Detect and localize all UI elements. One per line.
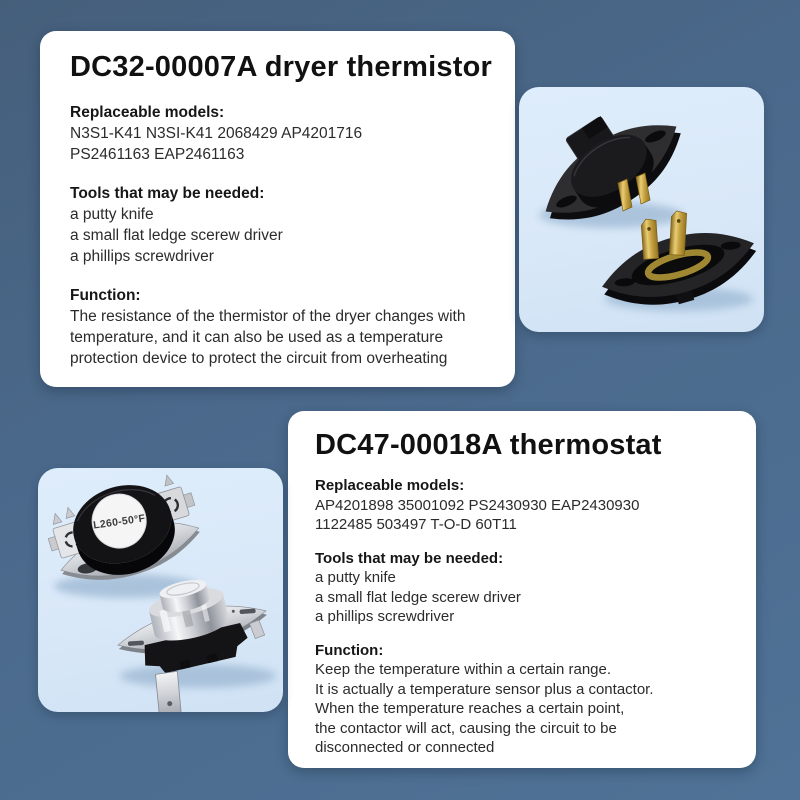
thermostat-product-photo bbox=[38, 468, 283, 712]
thermostat-function-section bbox=[315, 641, 744, 758]
thermostat-card-title: DC47-00018A thermostat bbox=[315, 429, 662, 461]
section-heading: Function: bbox=[315, 641, 384, 659]
thermistor-card-title: DC32-00007A dryer thermistor bbox=[70, 51, 492, 83]
section-heading: Tools that may be needed: bbox=[315, 549, 504, 567]
section-line: a putty knife bbox=[315, 569, 396, 586]
section-heading: Tools that may be needed: bbox=[70, 185, 265, 202]
thermostat-models-section bbox=[315, 476, 744, 535]
section-line: When the temperature reaches a certain point, bbox=[315, 700, 625, 717]
section-line: 1122485 503497 T-O-D 60T11 bbox=[315, 516, 517, 533]
part-shadow bbox=[120, 664, 276, 688]
section-line: The resistance of the thermistor of the dryer changes with bbox=[70, 308, 466, 325]
section-line: a small flat ledge scerew driver bbox=[315, 588, 521, 606]
thermostat-front-view-illustration bbox=[39, 468, 209, 596]
thermistor-models-section bbox=[70, 102, 501, 165]
thermistor-info-card bbox=[40, 31, 515, 387]
section-line: a phillips screwdriver bbox=[70, 248, 214, 265]
thermistor-photo-panel bbox=[519, 87, 764, 332]
thermistor-product-photo bbox=[519, 87, 764, 332]
section-line: AP4201898 35001092 PS2430930 EAP2430930 bbox=[315, 496, 640, 514]
section-line: a small flat ledge scerew driver bbox=[70, 227, 283, 244]
section-line: PS2461163 EAP2461163 bbox=[70, 146, 245, 163]
thermostat-tools-section bbox=[315, 549, 744, 627]
section-line: protection device to protect the circuit from overheating bbox=[70, 350, 448, 367]
section-line: the contactor will act, causing the circuit to be bbox=[315, 719, 617, 737]
section-line: a phillips screwdriver bbox=[315, 608, 455, 625]
thermistor-tools-section bbox=[70, 183, 501, 267]
section-line: a putty knife bbox=[70, 206, 154, 223]
section-line: N3S1-K41 N3SI-K41 2068429 AP4201716 bbox=[70, 125, 363, 142]
thermostat-info-card bbox=[288, 411, 756, 768]
section-line: Keep the temperature within a certain range. bbox=[315, 661, 612, 678]
section-line: disconnected or connected bbox=[315, 739, 495, 756]
thermostat-temp-label: L260-50°F bbox=[92, 512, 147, 532]
section-line: It is actually a temperature sensor plus a contactor. bbox=[315, 680, 654, 698]
thermostat-photo-panel bbox=[38, 468, 283, 712]
thermistor-function-section bbox=[70, 285, 501, 369]
section-heading: Function: bbox=[70, 287, 141, 304]
section-line: temperature, and it can also be used as a temperature bbox=[70, 329, 444, 346]
section-heading: Replaceable models: bbox=[315, 477, 465, 494]
section-heading: Replaceable models: bbox=[70, 104, 225, 121]
